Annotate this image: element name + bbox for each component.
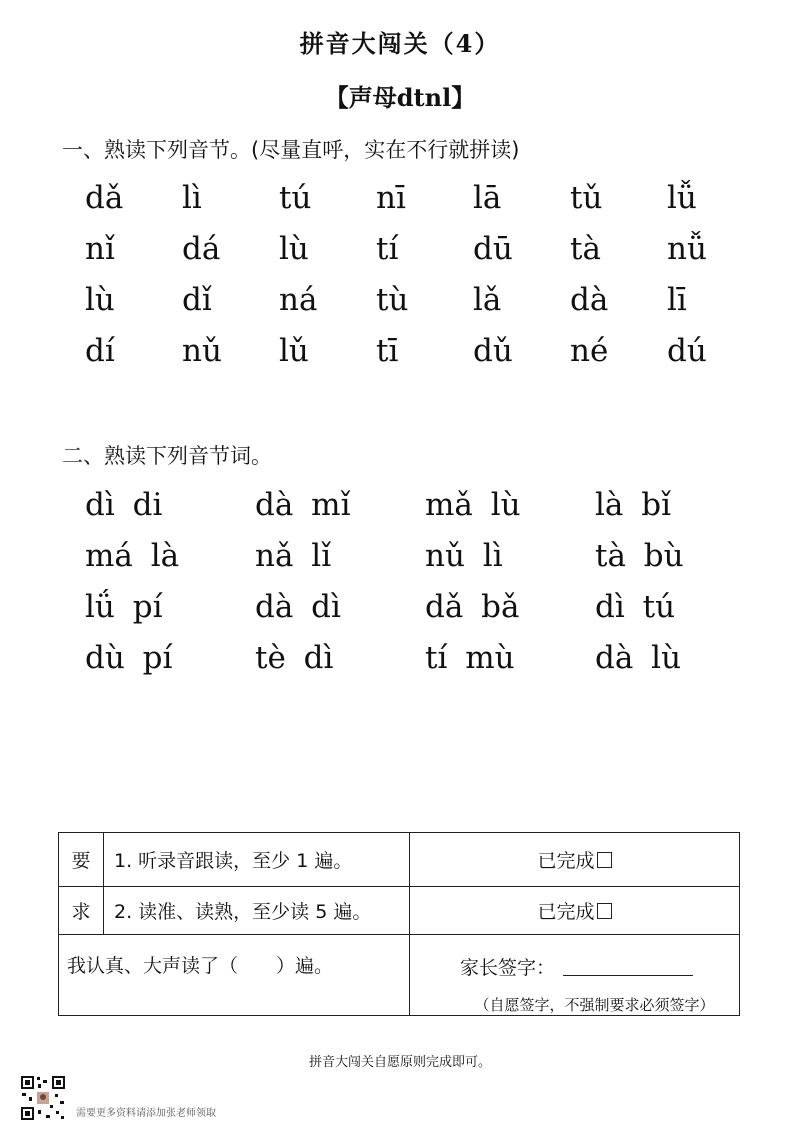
word: nǔ lì <box>425 538 503 574</box>
section1-heading: 一、熟读下列音节。(尽量直呼，实在不行就拼读) <box>62 138 520 162</box>
word-grid <box>85 485 765 689</box>
word: là bǐ <box>595 487 672 523</box>
word: nǎ lǐ <box>255 538 332 574</box>
word: mǎ lù <box>425 487 521 523</box>
word-row <box>85 485 765 536</box>
syllable: tà <box>570 231 601 267</box>
requirements-side-bottom: 求 <box>59 887 104 935</box>
completion-1-label: 已完成 <box>537 850 595 872</box>
read-count-text: 我认真、大声读了（ ）遍。 <box>67 955 334 977</box>
syllable: dǔ <box>473 333 513 369</box>
page-title: 拼音大闯关（4） <box>299 29 501 58</box>
syllable: nī <box>376 180 406 216</box>
word: dǎ bǎ <box>425 589 520 625</box>
word: tà bù <box>595 538 684 574</box>
completion-1 <box>410 833 740 887</box>
word: dà lù <box>595 640 682 676</box>
word: dà mǐ <box>255 487 351 523</box>
syllable: tù <box>376 282 409 318</box>
syllable: dú <box>667 333 707 369</box>
syllable: né <box>570 333 609 369</box>
word: tè dì <box>255 640 334 676</box>
syllable: lǚ <box>667 180 697 216</box>
word: dà dì <box>255 589 341 625</box>
read-count-cell <box>59 935 410 1016</box>
word: dì tú <box>595 589 676 625</box>
word-row <box>85 638 765 689</box>
syllable-grid <box>85 178 765 382</box>
word-row <box>85 536 765 587</box>
footer-note: 拼音大闯关自愿原则完成即可。 <box>308 1055 491 1070</box>
word-row <box>85 587 765 638</box>
sign-note: （自愿签字，不强制要求必须签字） <box>474 996 715 1014</box>
requirements-side-top: 要 <box>59 833 104 887</box>
syllable: dí <box>85 333 115 369</box>
syllable: tī <box>376 333 399 369</box>
syllable: lù <box>279 231 309 267</box>
parent-sign-line[interactable] <box>563 975 693 976</box>
syllable: tí <box>376 231 399 267</box>
syllable: tú <box>279 180 312 216</box>
syllable: lǔ <box>279 333 309 369</box>
syllable: dá <box>182 231 221 267</box>
syllable: nǚ <box>667 231 707 267</box>
syllable-row <box>85 229 765 280</box>
qr-caption: 需要更多资料请添加张老师领取 <box>76 1108 216 1119</box>
syllable-row <box>85 280 765 331</box>
syllable: dǎ <box>85 180 124 216</box>
syllable: lì <box>182 180 202 216</box>
parent-sign-label: 家长签字： <box>460 957 556 979</box>
syllable: lù <box>85 282 115 318</box>
word: má là <box>85 538 180 574</box>
word: lǘ pí <box>85 589 163 625</box>
syllable: dǐ <box>182 282 212 318</box>
completion-1-checkbox[interactable] <box>597 852 612 868</box>
word: dì di <box>85 487 163 523</box>
syllable: nǔ <box>182 333 222 369</box>
page-subtitle: 【声母dtnl】 <box>324 83 476 112</box>
completion-2-checkbox[interactable] <box>597 903 612 919</box>
syllable: lā <box>473 180 502 216</box>
requirement-1: 1. 听录音跟读，至少 1 遍。 <box>104 833 410 887</box>
syllable-row <box>85 331 765 382</box>
word: dù pí <box>85 640 173 676</box>
requirement-2: 2. 读准、读熟，至少读 5 遍。 <box>104 887 410 935</box>
completion-2-label: 已完成 <box>537 901 595 923</box>
syllable: dà <box>570 282 609 318</box>
syllable: tǔ <box>570 180 603 216</box>
qr-code <box>20 1075 66 1121</box>
parent-sign-cell <box>410 935 740 1016</box>
syllable: lī <box>667 282 687 318</box>
syllable: lǎ <box>473 282 502 318</box>
syllable: nǐ <box>85 231 115 267</box>
syllable: ná <box>279 282 318 318</box>
section2-heading: 二、熟读下列音节词。 <box>62 444 272 468</box>
requirements-table <box>58 832 740 1016</box>
syllable-row <box>85 178 765 229</box>
completion-2 <box>410 887 740 935</box>
word: tí mù <box>425 640 515 676</box>
syllable: dū <box>473 231 513 267</box>
